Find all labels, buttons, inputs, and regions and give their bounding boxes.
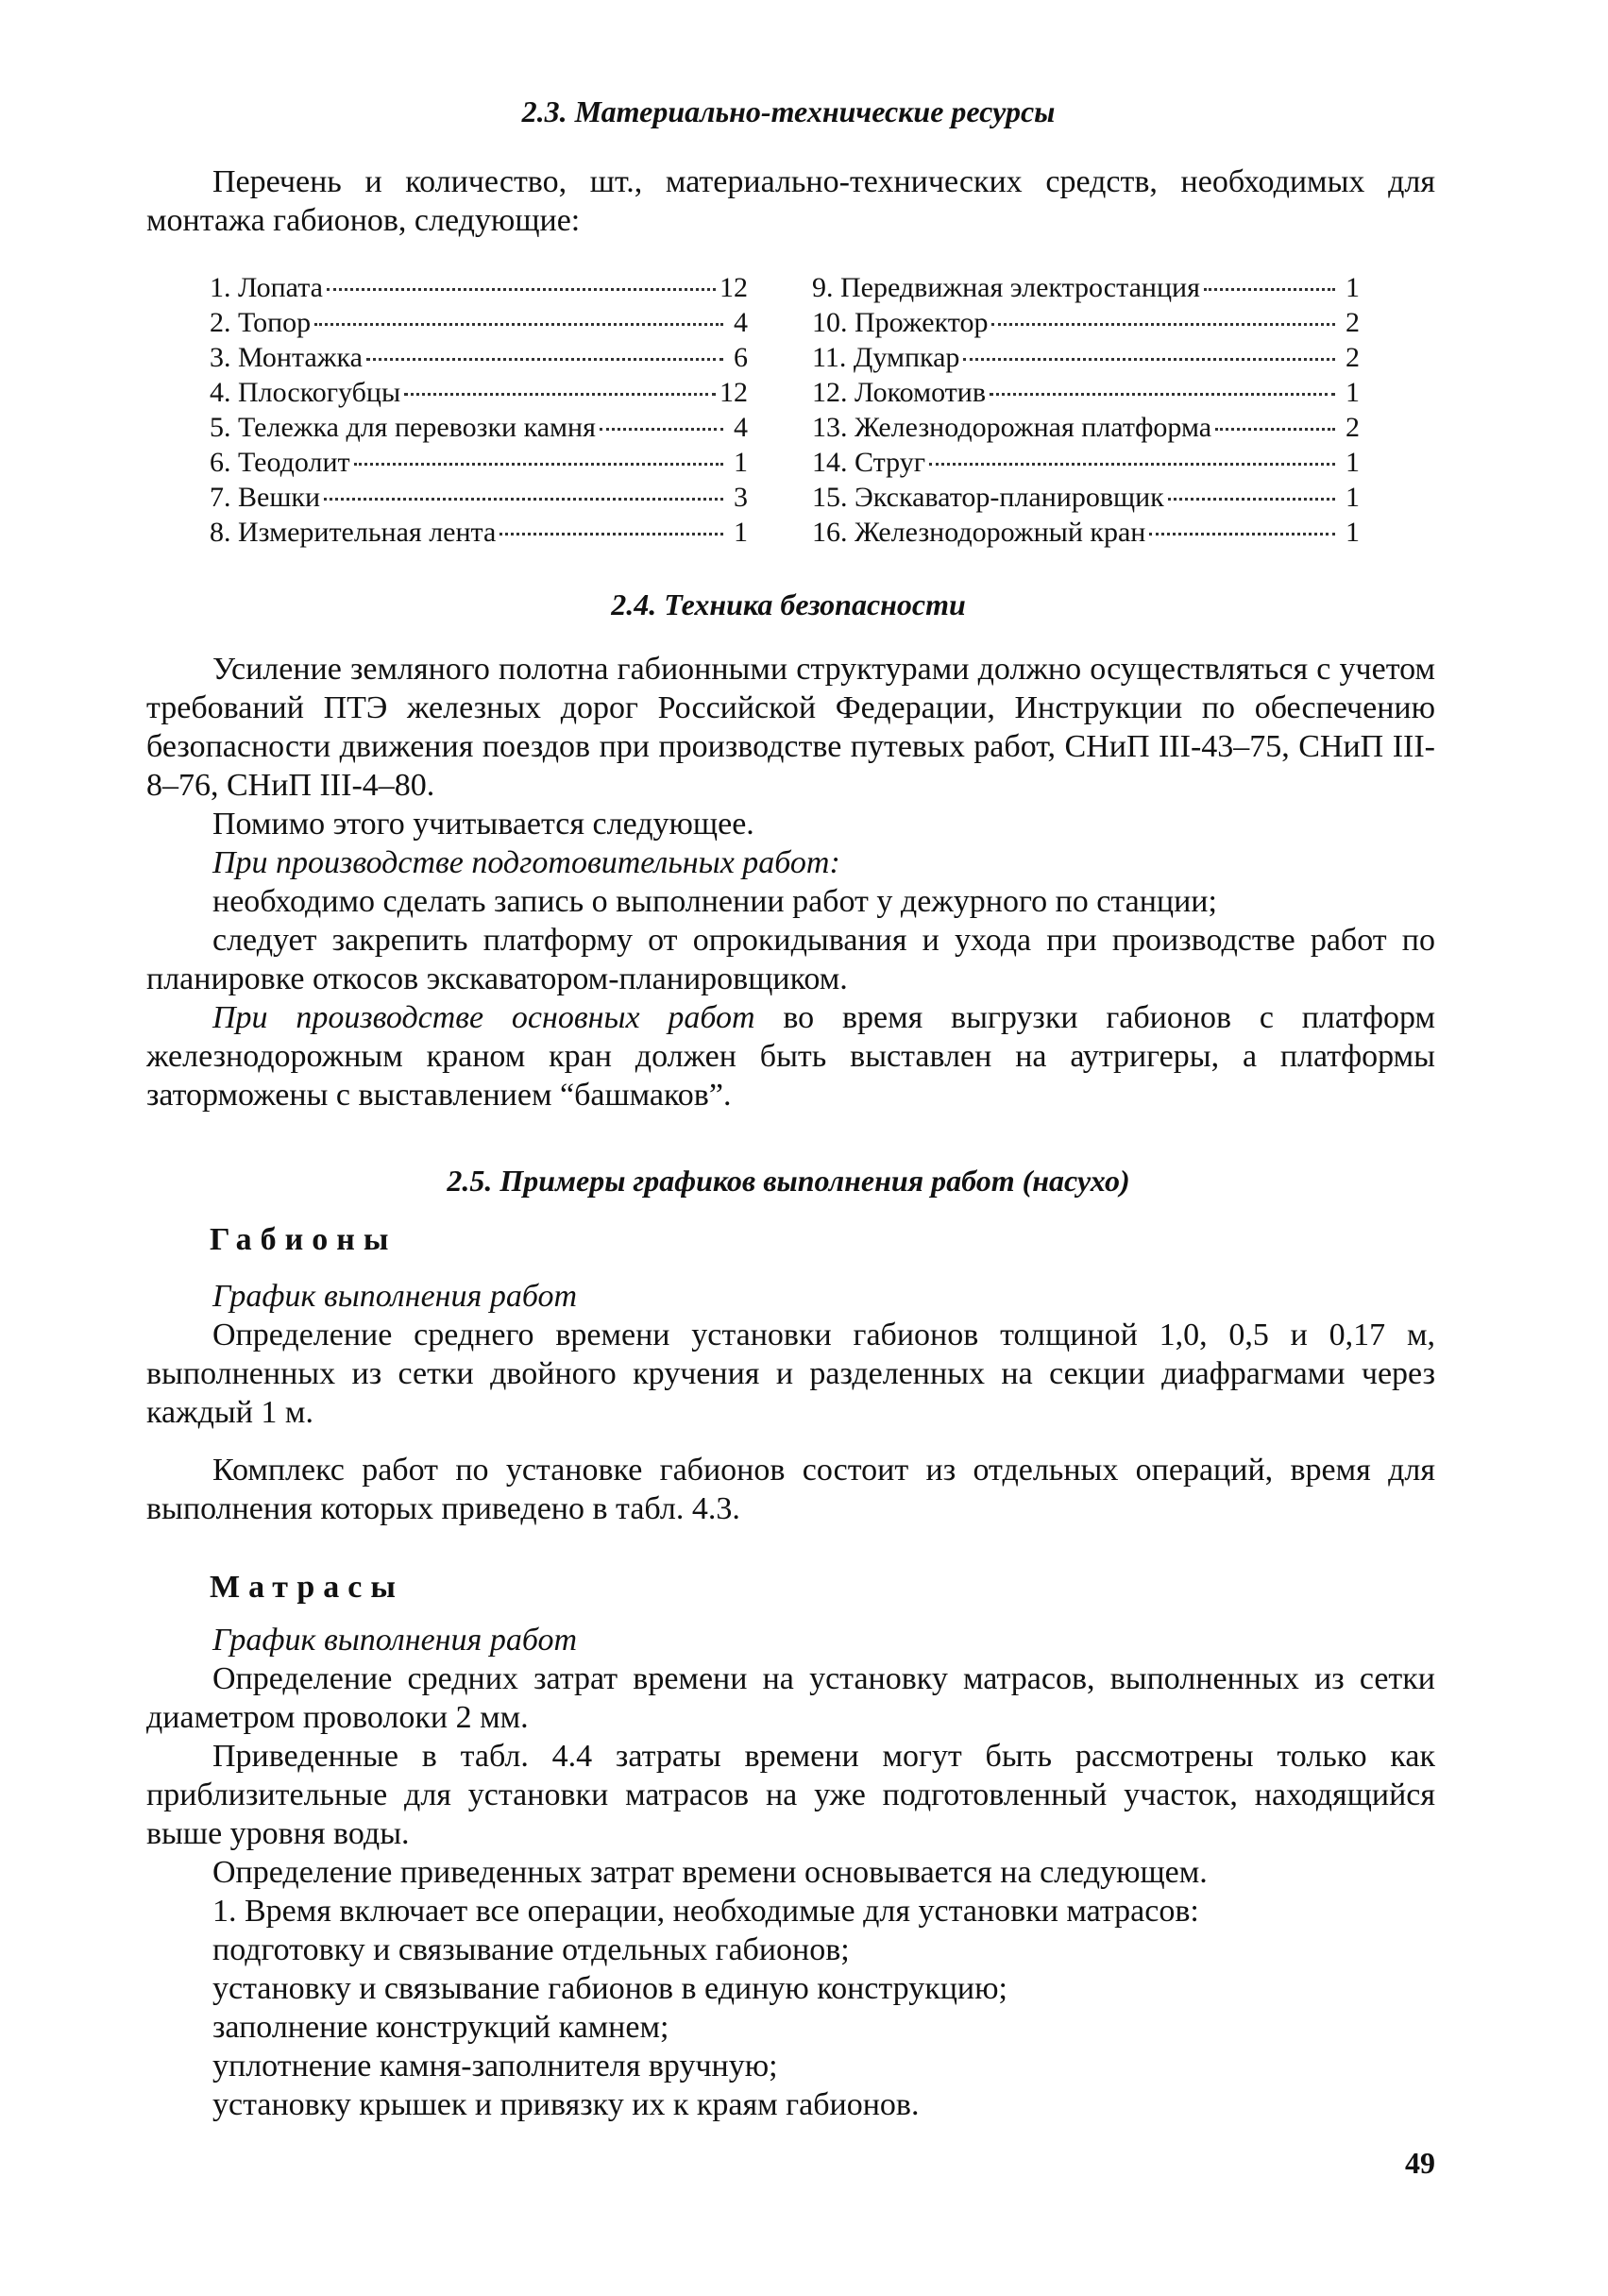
resource-item (210, 515, 748, 550)
section-2-5-heading: 2.5. Примеры графиков выполнения работ (насухо) (447, 1164, 1130, 1198)
resource-label: 14. Струг (812, 447, 925, 478)
dot-leader (314, 323, 723, 326)
resource-label: 7. Вешки (210, 482, 321, 513)
intro-paragraph: Перечень и количество, шт., материально-технических средств, необходимых для монтажа габионов, следующие: (146, 164, 1435, 238)
resource-item (812, 305, 1360, 340)
operation-item: установку и связывание габионов в единую конструкцию; (212, 1971, 1007, 2006)
resource-item (210, 305, 748, 340)
page-number: 49 (1405, 2146, 1435, 2180)
resource-label: 10. Прожектор (812, 307, 989, 338)
resource-label: 5. Тележка для перевозки камня (210, 412, 596, 443)
resource-label: 4. Плоскогубцы (210, 377, 401, 408)
resource-item (812, 480, 1360, 515)
mattress-paragraph-2: Приведенные в табл. 4.4 затраты времени могут быть рассмотрены только как приблизительные для установки матрасов на уже подготовленный участок, находящийся выше уровня воды. (146, 1739, 1435, 1851)
section-2-4-heading: 2.4. Техника безопасности (611, 587, 966, 621)
resource-label: 12. Локомотив (812, 377, 986, 408)
resource-quantity: 1 (1346, 482, 1360, 513)
resource-quantity: 4 (734, 307, 748, 338)
resource-label: 13. Железнодорожная платформа (812, 412, 1212, 443)
resource-quantity: 4 (734, 412, 748, 443)
gabions-body (146, 1277, 1435, 1528)
resource-quantity: 1 (1346, 272, 1360, 303)
dot-leader (327, 288, 716, 291)
resource-quantity: 3 (734, 482, 748, 513)
dot-leader (963, 358, 1335, 361)
resource-item (812, 515, 1360, 550)
mattress-paragraph-4: 1. Время включает все операции, необходимые для установки матрасов: (212, 1894, 1199, 1929)
resource-quantity: 6 (734, 342, 748, 373)
dot-leader (600, 428, 723, 431)
resource-item (812, 340, 1360, 375)
safety-main-works-text: во время выгрузки габионов с платформ железнодорожным краном кран должен быть выставлен на аутригеры, а платформы заторможены с выставлением “башмаков”. (146, 1000, 1436, 1113)
resource-label: 15. Экскаватор-планировщик (812, 482, 1164, 513)
resource-item (210, 270, 748, 305)
dot-leader (990, 393, 1335, 396)
resource-item (812, 270, 1360, 305)
resource-label: 1. Лопата (210, 272, 323, 303)
resource-quantity: 2 (1346, 307, 1360, 338)
resource-quantity: 2 (1346, 412, 1360, 443)
operation-item: установку крышек и привязку их к краям габионов. (212, 2087, 920, 2122)
operation-item: уплотнение камня-заполнителя вручную; (212, 2049, 778, 2083)
safety-preparatory-heading: При производстве подготовительных работ: (212, 845, 840, 880)
mattress-paragraph-1: Определение средних затрат времени на установку матрасов, выполненных из сетки диаметром проволоки 2 мм. (146, 1661, 1435, 1735)
resource-item (812, 410, 1360, 445)
resource-item (210, 375, 748, 410)
resource-label: 11. Думпкар (812, 342, 960, 373)
dot-leader (324, 498, 723, 501)
resource-item (210, 480, 748, 515)
resource-item (210, 340, 748, 375)
safety-main-works-lead: При производстве основных работ (212, 1000, 755, 1035)
resource-label: 6. Теодолит (210, 447, 350, 478)
dot-leader (499, 533, 723, 536)
dot-leader (991, 323, 1335, 326)
operation-item: подготовку и связывание отдельных габионов; (212, 1932, 850, 1967)
safety-paragraph-2: Помимо этого учитывается следующее. (212, 807, 754, 842)
dot-leader (929, 463, 1335, 466)
resources-list-right (812, 270, 1360, 550)
section-2-3-heading: 2.3. Материально-технические ресурсы (521, 94, 1056, 128)
resource-quantity: 1 (1346, 517, 1360, 548)
resource-quantity: 1 (1346, 377, 1360, 408)
resource-label: 8. Измерительная лента (210, 517, 497, 548)
gabions-subtitle: График выполнения работ (212, 1279, 578, 1314)
resource-quantity: 1 (1346, 447, 1360, 478)
gabions-paragraph-2: Комплекс работ по установке габионов состоит из отдельных операций, время для выполнения которых приведено в табл. 4.3. (146, 1453, 1435, 1526)
safety-paragraph-6 (146, 998, 1435, 1114)
dot-leader (1215, 428, 1335, 431)
section-2-3-intro (146, 162, 1435, 240)
resource-item (812, 445, 1360, 480)
mattress-title: Матрасы (210, 1570, 404, 1605)
gabions-paragraph-1: Определение среднего времени установки габионов толщиной 1,0, 0,5 и 0,17 м, выполненных из сетки двойного кручения и разделенных на секции диафрагмами через каждый 1 м. (146, 1318, 1435, 1430)
dot-leader (1168, 498, 1335, 501)
resource-quantity: 1 (734, 447, 748, 478)
gabions-title: Габионы (210, 1222, 398, 1257)
safety-paragraph-4: необходимо сделать запись о выполнении работ у дежурного по станции; (212, 884, 1217, 919)
resource-quantity: 12 (719, 377, 748, 408)
section-2-4-body (146, 650, 1435, 1114)
resource-item (210, 445, 748, 480)
mattress-paragraph-3: Определение приведенных затрат времени основывается на следующем. (212, 1855, 1208, 1890)
dot-leader (404, 393, 716, 396)
resource-quantity: 2 (1346, 342, 1360, 373)
dot-leader (354, 463, 723, 466)
resource-item (210, 410, 748, 445)
resource-item (812, 375, 1360, 410)
resource-label: 9. Передвижная электростанция (812, 272, 1200, 303)
dot-leader (1149, 533, 1335, 536)
resource-label: 2. Топор (210, 307, 312, 338)
dot-leader (366, 358, 723, 361)
resource-label: 16. Железнодорожный кран (812, 517, 1146, 548)
operations-list (146, 1930, 1435, 2124)
resource-quantity: 1 (734, 517, 748, 548)
resource-label: 3. Монтажка (210, 342, 363, 373)
resources-list-left (210, 270, 748, 550)
safety-paragraph-5: следует закрепить платформу от опрокидывания и ухода при производстве работ по планировке откосов экскаватором-планировщиком. (146, 923, 1435, 996)
operation-item: заполнение конструкций камнем; (212, 2010, 669, 2045)
resource-quantity: 12 (719, 272, 748, 303)
dot-leader (1204, 288, 1335, 291)
mattress-subtitle: График выполнения работ (212, 1623, 578, 1658)
mattress-body (146, 1621, 1435, 2124)
safety-paragraph-1: Усиление земляного полотна габионными структурами должно осуществляться с учетом требований ПТЭ железных дорог Российской Федерации, Инструкции по обеспечению безопасности движения поездов при производстве путевых работ, СНиП III-43–75, СНиП III-8–76, СНиП III-4–80. (146, 652, 1435, 803)
